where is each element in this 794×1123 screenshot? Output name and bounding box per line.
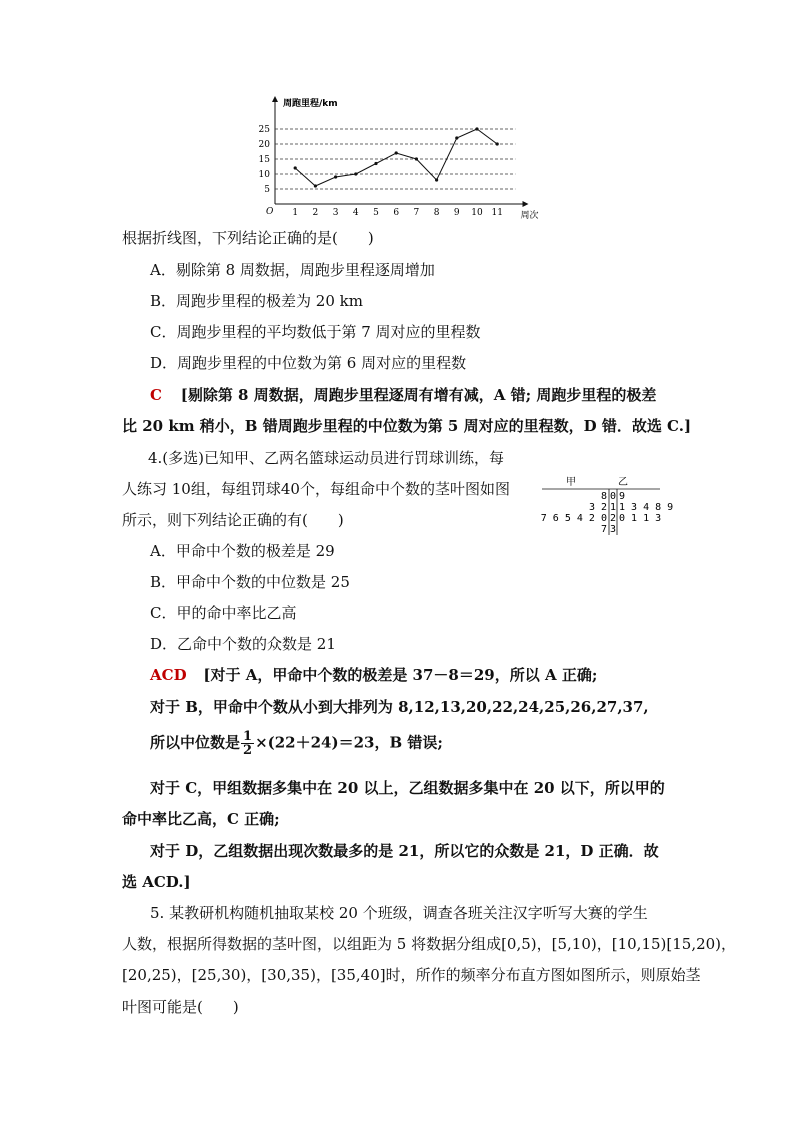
y-tick-label: 15 [258, 155, 270, 165]
stem-leaf-stem: 0 [609, 491, 617, 502]
q3-option-a: A．剔除第 8 周数据，周跑步里程逐周增加 [150, 261, 435, 279]
q3-option-c: C．周跑步里程的平均数低于第 7 周对应的里程数 [150, 323, 481, 341]
q4-exp3b: ×(22＋24)＝23，B 错误; [255, 733, 443, 752]
x-axis-arrow [523, 201, 529, 207]
y-tick-label: 5 [264, 185, 270, 195]
x-tick-label: 1 [292, 208, 299, 218]
y-tick-label: 20 [258, 140, 270, 150]
q4-exp7: 选 ACD.] [122, 873, 191, 891]
fraction-one-half [241, 730, 254, 757]
q4-line1: 4.(多选)已知甲、乙两名篮球运动员进行罚球训练，每 [148, 449, 505, 467]
x-tick-label: 3 [332, 208, 339, 218]
data-point [294, 166, 297, 169]
q4-exp4: 对于 C，甲组数据多集中在 20 以上，乙组数据多集中在 20 以下，所以甲的 [150, 779, 665, 797]
q4-exp3a: 所以中位数是 [150, 733, 241, 752]
fraction-denominator: 2 [243, 743, 253, 758]
y-tick-label: 10 [258, 170, 270, 180]
q3-explanation-line1 [150, 385, 656, 405]
q4-line2: 人练习 10组，每组罚球40个，每组命中个数的茎叶图如图 [122, 480, 510, 498]
data-point [354, 172, 357, 175]
stem-leaf-right-leaves: 0 1 1 3 [619, 513, 662, 524]
q3-answer: C [150, 386, 162, 404]
q5-line2: 人数，根据所得数据的茎叶图，以组距为 5 将数据分组成[0,5)，[5,10)，[10,15)[15,20)， [122, 935, 737, 953]
q5-line4: 叶图可能是( ) [122, 998, 239, 1016]
q4-explanation-line1 [150, 665, 597, 685]
y-tick-label: 25 [258, 125, 270, 135]
q3-option-b: B．周跑步里程的极差为 20 km [150, 292, 363, 310]
q4-line3: 所示，则下列结论正确的有( ) [122, 511, 344, 529]
q4-exp3 [150, 730, 443, 757]
q4-option-a: A．甲命中个数的极差是 29 [150, 542, 335, 560]
data-point [374, 162, 377, 165]
q4-option-b: B．甲命中个数的中位数是 25 [150, 573, 350, 591]
q4-exp5: 命中率比乙高，C 正确; [122, 810, 280, 828]
y-axis-arrow [272, 96, 278, 102]
x-tick-label: 5 [373, 208, 379, 218]
data-point [435, 178, 438, 181]
q3-explain-1: [剔除第 8 周数据，周跑步里程逐周有增有减，A 错; 周跑步里程的极差 [180, 386, 657, 404]
stem-leaf-left-leaves: 3 2 [588, 502, 607, 513]
series-line [295, 129, 497, 186]
q5-line3: [20,25)，[25,30)，[30,35)，[35,40]时，所作的频率分布直方图如图所示，则原始茎 [122, 966, 701, 984]
stem-leaf-stem: 1 [609, 502, 617, 513]
stem-leaf-plot [538, 475, 674, 537]
data-point [395, 151, 398, 154]
q3-explanation-line2: 比 20 km 稍小，B 错周跑步里程的中位数为第 5 周对应的里程数，D 错．故选 C.] [122, 417, 692, 435]
q4-exp2: 对于 B，甲命中个数从小到大排列为 8,12,13,20,22,24,25,26,27,37, [150, 698, 649, 716]
x-tick-label: 6 [393, 208, 400, 218]
data-point [475, 127, 478, 130]
stem-leaf-stem: 2 [609, 513, 617, 524]
q4-answer: ACD [150, 666, 187, 684]
q4-exp6: 对于 D，乙组数据出现次数最多的是 21，所以它的众数是 21，D 正确．故 [150, 842, 659, 860]
q4-option-c: C．甲的命中率比乙高 [150, 604, 297, 622]
stem-leaf-right-leaves: 1 3 4 8 9 [619, 502, 674, 513]
fraction-numerator: 1 [243, 729, 253, 744]
stem-leaf-header-right: 乙 [618, 477, 628, 488]
x-tick-label: 2 [312, 208, 319, 218]
x-tick-label: 7 [413, 208, 420, 218]
stem-leaf-stem: 3 [609, 524, 617, 535]
data-point [455, 136, 458, 139]
stem-leaf-right-leaves: 9 [619, 491, 626, 502]
data-point [415, 157, 418, 160]
x-tick-label: 11 [491, 208, 503, 218]
line-chart [255, 92, 565, 222]
data-point [334, 175, 337, 178]
data-point [314, 184, 317, 187]
q5-line1: 5. 某教研机构随机抽取某校 20 个班级，调查各班关注汉字听写大赛的学生 [150, 904, 648, 922]
x-axis-label: 周次 [520, 211, 539, 221]
stem-leaf-left-leaves: 8 [600, 491, 607, 502]
stem-leaf-header-left: 甲 [566, 477, 576, 488]
x-tick-label: 8 [433, 208, 440, 218]
stem-leaf-left-leaves: 7 6 5 4 2 0 [540, 513, 607, 524]
q4-exp1: [对于 A，甲命中个数的极差是 37－8＝29，所以 A 正确; [203, 666, 598, 684]
x-tick-label: 10 [471, 208, 483, 218]
q3-stem: 根据折线图，下列结论正确的是( ) [122, 229, 374, 247]
x-tick-label: 4 [352, 208, 359, 218]
origin-label: O [266, 207, 274, 217]
x-tick-label: 9 [453, 208, 460, 218]
stem-leaf-left-leaves: 7 [600, 524, 607, 535]
data-point [496, 142, 499, 145]
q3-option-d: D．周跑步里程的中位数为第 6 周对应的里程数 [150, 354, 467, 372]
y-axis-label: 周跑里程/km [283, 99, 338, 109]
q4-option-d: D．乙命中个数的众数是 21 [150, 635, 336, 653]
